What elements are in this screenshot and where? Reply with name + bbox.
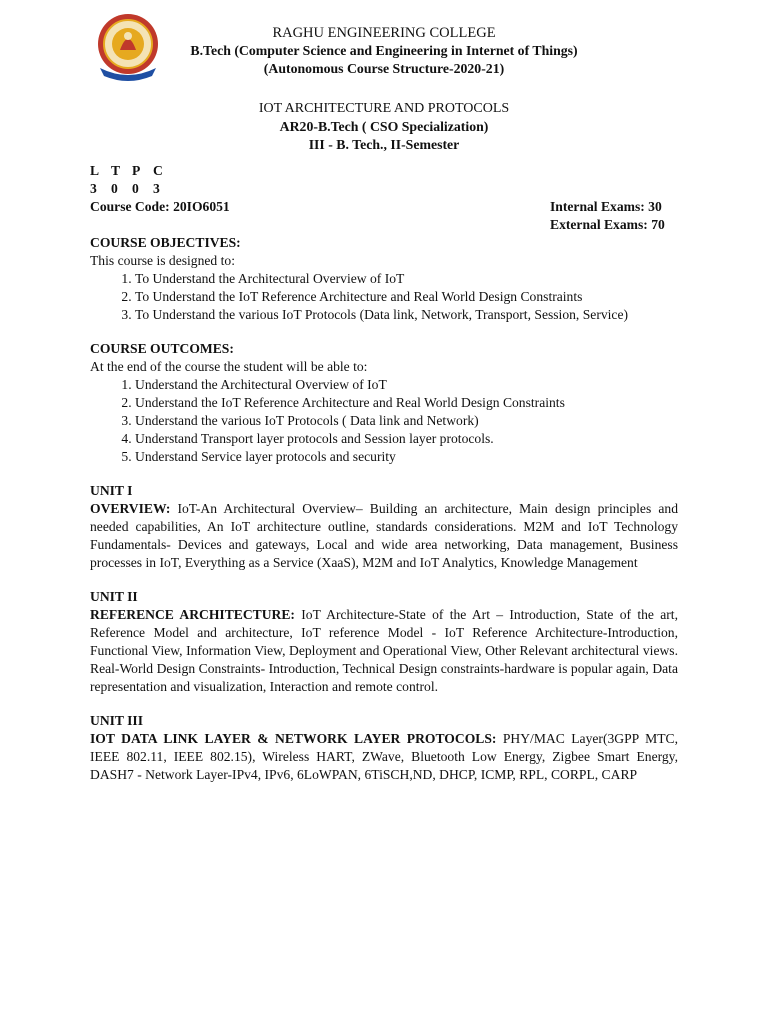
list-item: 3. Understand the various IoT Protocols ( Data link and Network) [135, 412, 678, 430]
list-item: 4. Understand Transport layer protocols and Session layer protocols. [135, 430, 678, 448]
unit-1 [90, 482, 678, 572]
unit-heading: UNIT III [90, 713, 144, 728]
unit-content [90, 606, 678, 696]
ltpc-value: 0 [132, 181, 139, 196]
course-title-block [90, 100, 678, 154]
unit-heading: UNIT I [90, 483, 133, 498]
ltpc-value: 0 [111, 181, 118, 196]
unit-lead: REFERENCE ARCHITECTURE: [90, 607, 295, 622]
list-item: 1. To Understand the Architectural Overview of IoT [135, 270, 678, 288]
college-name: RAGHU ENGINEERING COLLEGE [272, 25, 496, 41]
program-name: B.Tech (Computer Science and Engineering in Internet of Things) [190, 43, 578, 58]
course-regulation: AR20-B.Tech ( CSO Specialization) [279, 119, 489, 134]
unit-3 [90, 712, 678, 784]
outcomes-intro: At the end of the course the student will be able to: [90, 359, 368, 374]
unit-text: IoT Architecture-State of the Art – Introduction, State of the art, Reference Model and architecture, IoT reference Model - IoT Reference Architecture-Introduction, Functional View, Information View, Deployment and Operational View, Other Relevant architectural views. Real-World Design Constraints- Introduction, Technical Design constraints-hardware is popular again, Data representation and visualization, Interaction and remote control. [90, 607, 678, 694]
document-header [90, 24, 678, 78]
list-item: 2. To Understand the IoT Reference Architecture and Real World Design Constraints [135, 288, 678, 306]
course-code-row [90, 198, 678, 216]
list-item: 1. Understand the Architectural Overview of IoT [135, 376, 678, 394]
list-item: 5. Understand Service layer protocols and security [135, 448, 678, 466]
ltpc-value: 3 [153, 181, 160, 196]
unit-lead: IOT DATA LINK LAYER & NETWORK LAYER PROTOCOLS: [90, 731, 497, 746]
list-item: 3. To Understand the various IoT Protocols (Data link, Network, Transport, Session, Service) [135, 306, 678, 324]
objectives-list [90, 270, 678, 324]
internal-exams: Internal Exams: 30 [550, 199, 662, 214]
unit-text: PHY/MAC Layer(3GPP MTC, IEEE 802.11, IEEE 802.15), Wireless HART, ZWave, Bluetooth Low Energy, Zigbee Smart Energy, DASH7 - Network Layer-IPv4, IPv6, 6LoWPAN, 6TiSCH,ND, DHCP, ICMP, RPL, CORPL, CARP [90, 731, 678, 782]
course-semester: III - B. Tech., II-Semester [308, 137, 460, 152]
unit-heading: UNIT II [90, 589, 138, 604]
ltpc-label: L [90, 163, 100, 178]
ltpc-labels [90, 162, 678, 180]
external-exams: External Exams: 70 [550, 217, 665, 232]
course-structure: (Autonomous Course Structure-2020-21) [263, 61, 505, 76]
ltpc-label: C [153, 163, 163, 178]
outcomes-heading: COURSE OUTCOMES: [90, 341, 234, 356]
ltpc-value: 3 [90, 181, 97, 196]
unit-text: IoT-An Architectural Overview– Building an architecture, Main design principles and needed capabilities, An IoT architecture outline, standards considerations. M2M and IoT Technology Fundamentals- Devices and gateways, Local and wide area networking, Data management, Business processes in IoT, Everything as a Service (XaaS), M2M and IoT Analytics, Knowledge Management [90, 501, 678, 570]
unit-content [90, 500, 678, 572]
unit-content [90, 730, 678, 784]
ltpc-values [90, 180, 678, 198]
document-page [90, 18, 678, 784]
external-row [90, 216, 678, 234]
ltpc-label: T [111, 163, 121, 178]
outcomes-list [90, 376, 678, 466]
unit-lead: OVERVIEW: [90, 501, 171, 516]
ltpc-label: P [132, 163, 141, 178]
objectives-heading: COURSE OBJECTIVES: [90, 235, 241, 250]
unit-2 [90, 588, 678, 696]
course-title: IOT ARCHITECTURE AND PROTOCOLS [258, 101, 510, 116]
course-code: Course Code: 20IO6051 [90, 199, 230, 214]
objectives-intro: This course is designed to: [90, 253, 235, 268]
list-item: 2. Understand the IoT Reference Architecture and Real World Design Constraints [135, 394, 678, 412]
